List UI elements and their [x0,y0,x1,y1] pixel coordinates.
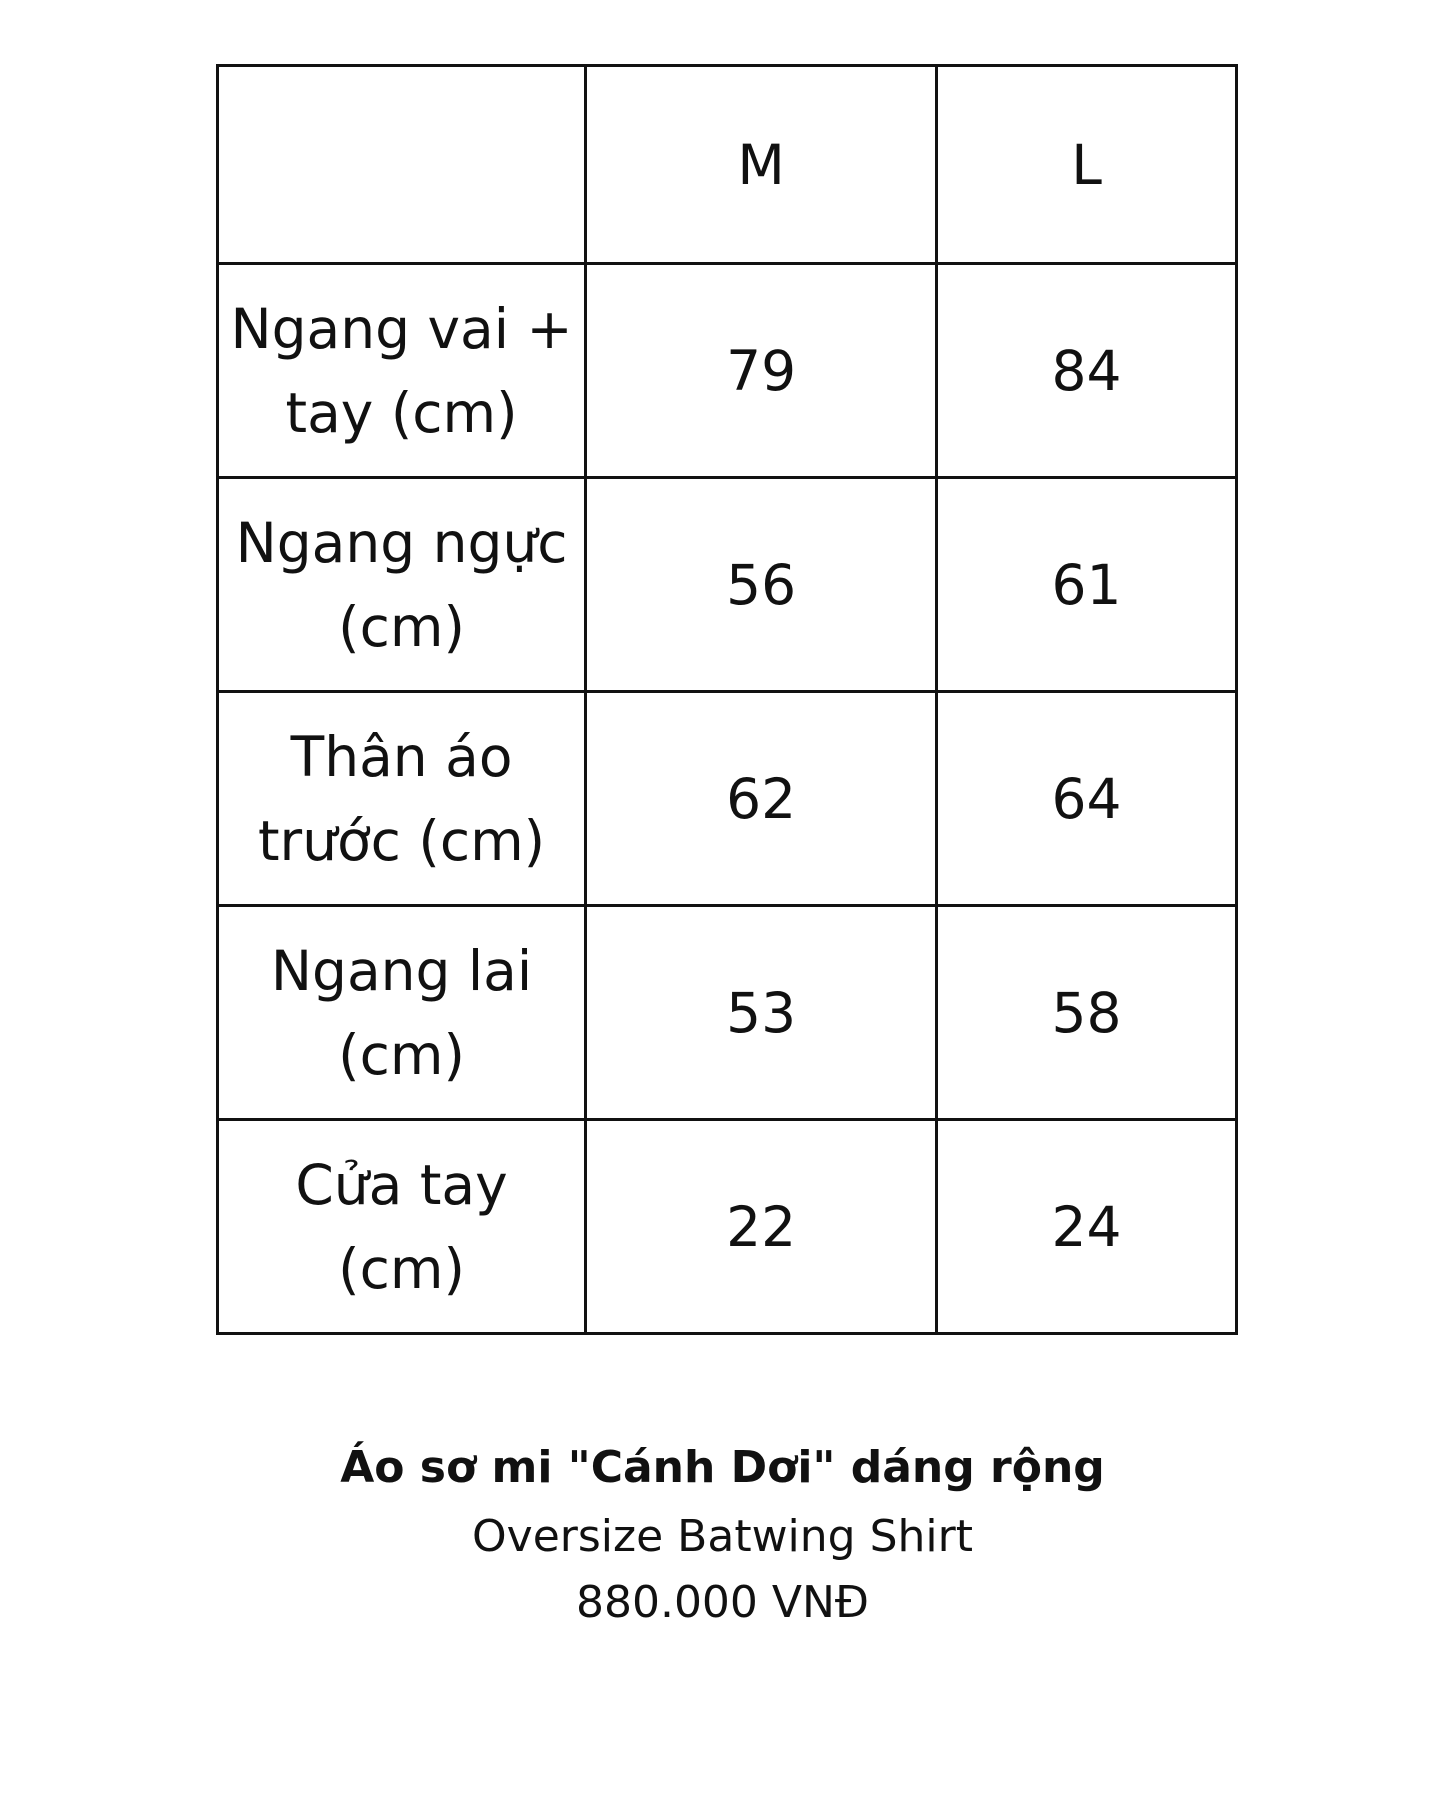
label-line: Ngang vai + [230,296,573,361]
measurement-label [218,1120,586,1334]
value-size-l: 24 [937,1120,1237,1334]
value-size-l: 84 [937,264,1237,478]
label-line: (cm) [338,1236,465,1301]
product-name-english: Oversize Batwing Shirt [472,1511,973,1562]
table-row [218,264,1237,478]
header-size-l: L [937,66,1237,264]
measurement-label [218,264,586,478]
value-size-m: 79 [586,264,937,478]
label-line: (cm) [338,594,465,659]
table-header-row [218,66,1237,264]
value-size-m: 62 [586,692,937,906]
value-size-m: 22 [586,1120,937,1334]
product-price: 880.000 VNĐ [575,1577,870,1628]
table-row [218,478,1237,692]
product-name-vietnamese: Áo sơ mi "Cánh Dơi" dáng rộng [340,1442,1105,1493]
value-size-m: 53 [586,906,937,1120]
label-line: Ngang ngực [235,510,568,575]
measurement-label [218,478,586,692]
label-line: Ngang lai [270,938,533,1003]
measurement-label [218,906,586,1120]
header-size-m: M [586,66,937,264]
label-line: Thân áo [290,724,513,789]
label-line: tay (cm) [285,380,518,445]
measurement-label [218,692,586,906]
value-size-l: 64 [937,692,1237,906]
value-size-m: 56 [586,478,937,692]
table-row [218,1120,1237,1334]
label-line: trước (cm) [257,808,546,873]
value-size-l: 58 [937,906,1237,1120]
table-row [218,906,1237,1120]
value-size-l: 61 [937,478,1237,692]
header-empty-cell [218,66,586,264]
table-row [218,692,1237,906]
size-chart-table [216,64,1238,1335]
label-line: Cửa tay [295,1152,508,1217]
label-line: (cm) [338,1022,465,1087]
